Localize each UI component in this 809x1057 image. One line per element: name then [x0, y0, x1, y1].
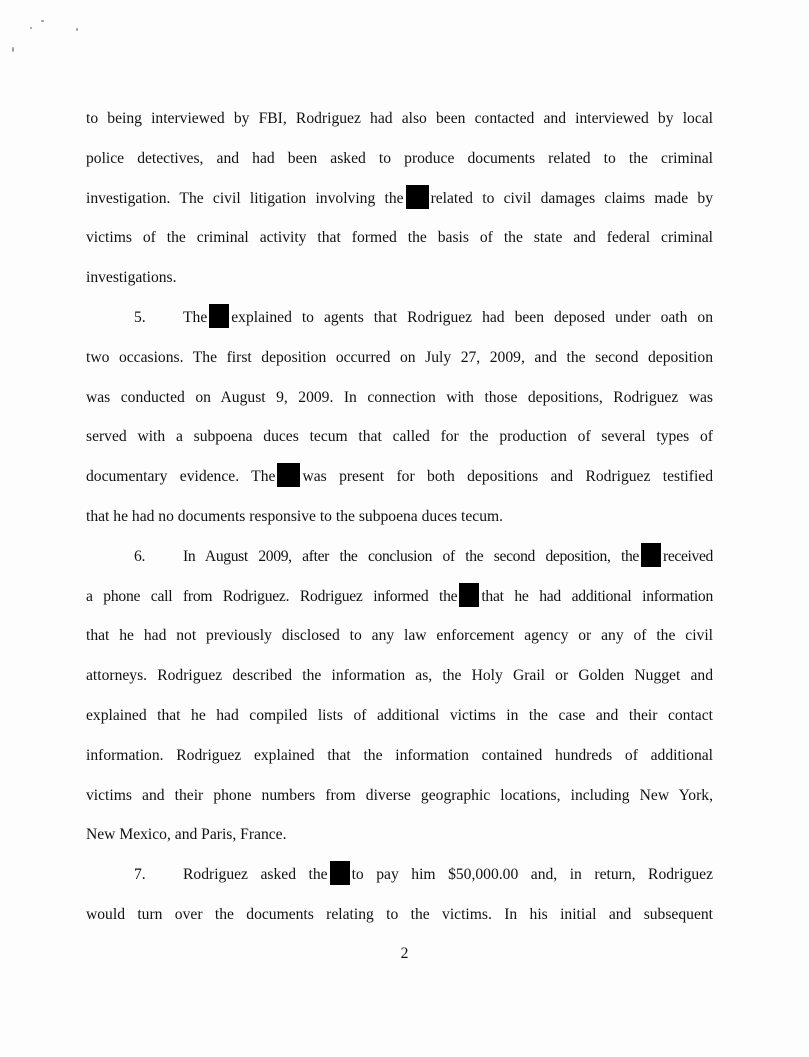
text-line: to being interviewed by FBI, Rodriguez had also been contacted and interviewed by local [86, 110, 713, 127]
text-line: victims and their phone numbers from diverse geographic locations, including New York, [86, 786, 713, 804]
text-line: New Mexico, and Paris, France. [86, 826, 287, 844]
redaction-box [641, 543, 661, 567]
text-line: victims of the criminal activity that formed the basis of the state and federal criminal [86, 229, 713, 247]
text-line: that he had no documents responsive to the subpoena duces tecum. [86, 507, 504, 525]
text-segment: Rodriguez asked the [183, 866, 328, 884]
redaction-box [459, 583, 479, 607]
redaction-box [209, 304, 229, 328]
text-segment: explained to agents that Rodriguez had been deposed under oath on [231, 308, 713, 326]
document-body [86, 99, 713, 935]
text-line: explained that he had compiled lists of additional victims in the case and their contact [86, 706, 713, 724]
text-line [86, 577, 713, 617]
text-line: investigations. [86, 269, 177, 287]
text-segment: The [183, 308, 208, 326]
paragraph-number: 5. [134, 308, 146, 326]
text-segment: was present for both depositions and Rodriguez testified [302, 468, 713, 486]
text-line: was conducted on August 9, 2009. In connection with those depositions, Rodriguez was [86, 388, 713, 406]
text-line [86, 179, 713, 219]
text-segment: documentary evidence. The [86, 468, 276, 486]
text-segment: that he had additional information [481, 587, 713, 605]
page-number: 2 [400, 945, 409, 962]
redaction-box [277, 463, 300, 487]
redaction-box [330, 861, 350, 885]
text-line: served with a subpoena duces tecum that called for the production of several types of [86, 428, 713, 446]
text-line [86, 457, 713, 497]
paragraph-7-first-line [86, 855, 713, 895]
paragraph-number: 7. [134, 866, 146, 884]
text-line: that he had not previously disclosed to any law enforcement agency or any of the civil [86, 627, 713, 645]
paragraph-5-first-line [86, 298, 713, 338]
text-segment: to pay him $50,000.00 and, in return, Rodriguez [351, 866, 713, 884]
text-segment: related to civil damages claims made by [430, 189, 713, 207]
redaction-box [406, 185, 429, 209]
scan-speck [12, 47, 14, 52]
text-line: police detectives, and had been asked to produce documents related to the criminal [86, 149, 713, 167]
text-segment: investigation. The civil litigation involving the [86, 189, 404, 207]
text-segment: received [662, 547, 713, 565]
scan-speck [76, 28, 78, 31]
paragraph-6-first-line [86, 537, 713, 577]
text-segment: In August 2009, after the conclusion of the second deposition, the [183, 547, 639, 565]
scan-speck [41, 20, 44, 22]
text-line: attorneys. Rodriguez described the information as, the Holy Grail or Golden Nugget and [86, 667, 713, 685]
text-segment: a phone call from Rodriguez. Rodriguez informed the [86, 587, 458, 605]
scan-speck [30, 27, 32, 29]
text-line: would turn over the documents relating to the victims. In his initial and subsequent [86, 905, 713, 923]
paragraph-number: 6. [134, 547, 145, 565]
text-line: two occasions. The first deposition occurred on July 27, 2009, and the second deposition [86, 348, 713, 366]
text-line: information. Rodriguez explained that the information contained hundreds of additional [86, 746, 713, 764]
